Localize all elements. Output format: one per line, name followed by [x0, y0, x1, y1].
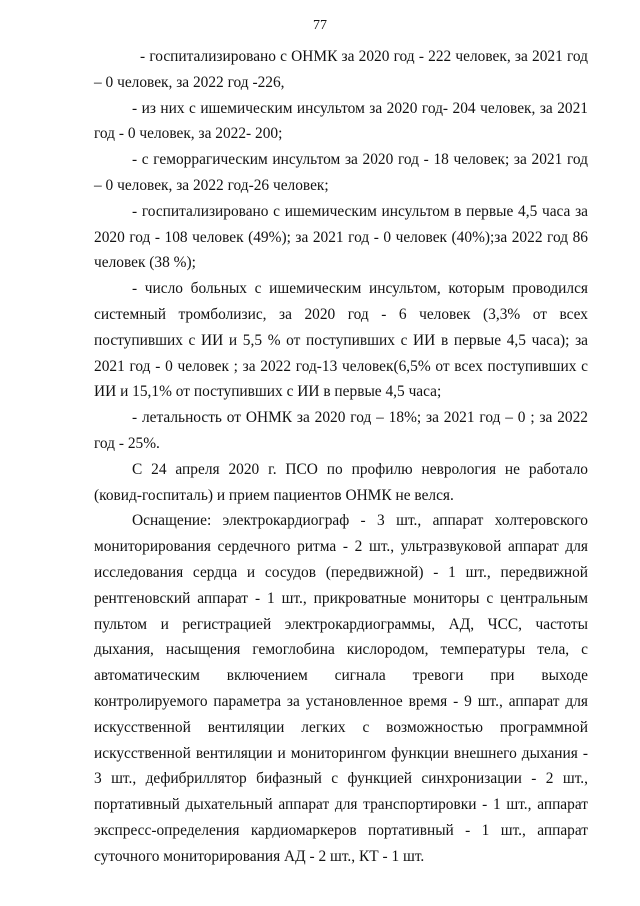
paragraph-thrombolysis: - число больных с ишемическим инсультом, которым проводился системный тромболизис, за 2020 год - 6 человек (3,3% от всех поступивших с ИИ и 5,5 % от поступивших с ИИ в первые 4,5 часа); за 2021 год - 0 человек ; за 2022 год-13 человек(6,5% от всех поступивших с ИИ и 15,1% от поступивших с ИИ в первые 4,5 часа; — [94, 280, 588, 401]
paragraph-ischemic-stroke: - из них с ишемическим инсультом за 2020 год- 204 человек, за 2021 год - 0 человек, за 2022- 200; — [94, 99, 588, 143]
paragraph-mortality: - летальность от ОНМК за 2020 год – 18%; за 2021 год – 0 ; за 2022 год - 25%. — [94, 409, 588, 452]
paragraph-covid-hospital: С 24 апреля 2020 г. ПСО по профилю неврология не работало (ковид-госпиталь) и прием пациентов ОНМК не велся. — [94, 460, 588, 504]
paragraph-hemorrhagic-stroke: - с геморрагическим инсультом за 2020 год - 18 человек; за 2021 год – 0 человек, за 2022 год-26 человек; — [94, 151, 588, 194]
page-number: 77 — [313, 18, 327, 33]
paragraph-equipment: Оснащение: электрокардиограф - 3 шт., аппарат холтеровского мониторирования сердечного ритма - 2 шт., ультразвуковой аппарат для исследования сердца и сосудов (передвижной) - 1 шт., передвижной рентгеновский аппарат - 1 шт., прикроватные мониторы с центральным пультом и регистрацией электрокардиограммы, АД, ЧСС, частоты дыхания, насыщения гемоглобина кислородом, температуры тела, с автоматическим включением сигнала тревоги при выходе контролируемого параметра за установленное время - 9 шт., аппарат для искусственной вентиляции легких с возможностью программной искусственной вентиляции и мониторингом функции внешнего дыхания - 3 шт., дефибриллятор бифазный с функцией синхронизации - 2 шт., портативный дыхательный аппарат для транспортировки - 1 шт., аппарат экспресс-определения кардиомаркеров портативный - 1 шт., аппарат суточного мониторирования АД - 2 шт., КТ - 1 шт. — [94, 512, 588, 865]
document-body — [94, 44, 588, 870]
paragraph-first-hours: - госпитализировано с ишемическим инсультом в первые 4,5 часа за 2020 год - 108 человек (49%); за 2021 год - 0 человек (40%);за 2022 год 86 человек (38 %); — [94, 202, 588, 272]
paragraph-hospitalized-total: - госпитализировано с ОНМК за 2020 год - 222 человек, за 2021 год – 0 человек, за 2022 год -226, — [94, 48, 588, 91]
